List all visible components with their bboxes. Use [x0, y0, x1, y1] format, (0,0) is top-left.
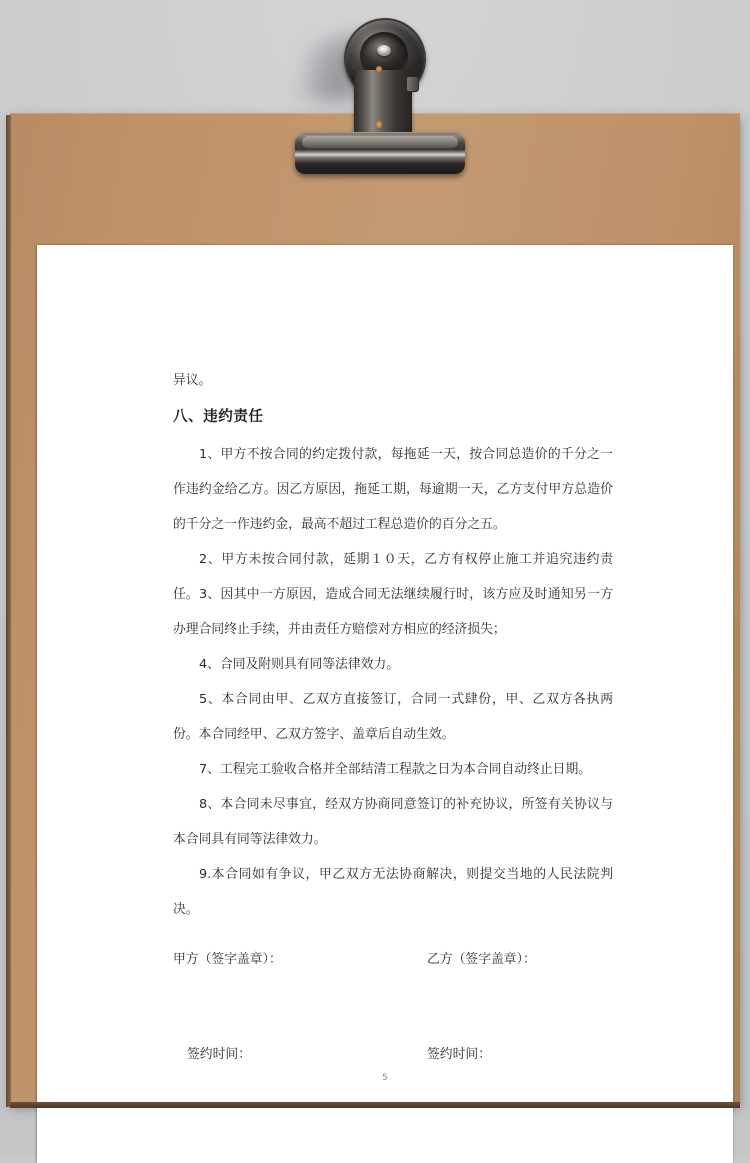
clause-8-text: 8、本合同未尽事宜，经双方协商同意签订的补充协议，所签有关协议与本合同具有同等法律效力。 — [173, 797, 613, 847]
clip-side-lug — [406, 76, 419, 92]
clause-1 — [173, 437, 613, 542]
party-a-date-label: 签约时间： — [187, 1047, 251, 1062]
document-page — [37, 245, 733, 1163]
party-a-signature-label: 甲方（签字盖章）： — [173, 952, 282, 967]
party-b-date-label: 签约时间： — [427, 1047, 491, 1062]
clause-1-text: 1、甲方不按合同的约定拨付款，每拖延一天，按合同总造价的千分之一作违约金给乙方。因乙方原因，拖延工期，每逾期一天，乙方支付甲方总造价的千分之一作违约金，最高不超过工程总造价的百分之五。 — [173, 447, 613, 532]
clause-7-text: 7、工程完工验收合格并全部结清工程款之日为本合同自动终止日期。 — [199, 762, 592, 777]
clause-4-text: 4、合同及附则具有同等法律效力。 — [199, 657, 400, 672]
clause-2-text: 2、甲方未按合同付款，延期１０天，乙方有权停止施工并追究违约责任。 — [173, 552, 613, 602]
clause-5-text: 5、本合同由甲、乙双方直接签订，合同一式肆份，甲、乙双方各执两份。本合同经甲、乙双方签字、盖章后自动生效。 — [173, 692, 613, 742]
bulldog-clip — [290, 18, 470, 176]
clip-upper-rivet — [376, 66, 382, 72]
clause-9-text: 9.本合同如有争议，甲乙双方无法协商解决，则提交当地的人民法院判决。 — [173, 867, 613, 917]
page-number: 5 — [382, 1073, 388, 1083]
clause-3 — [173, 577, 613, 647]
clipboard-board — [10, 113, 740, 1103]
section-heading-8: 八、违约责任 — [173, 409, 264, 425]
clip-bar-highlight — [302, 136, 458, 148]
clause-7 — [173, 752, 613, 787]
clip-center-hole — [377, 45, 391, 56]
clause-3-text: 3、因其中一方原因，造成合同无法继续履行时，该方应及时通知另一方办理合同终止手续，并由责任方赔偿对方相应的经济损失； — [173, 587, 613, 637]
clip-lower-rivet — [376, 121, 382, 128]
document-body — [37, 245, 733, 1163]
clause-5 — [173, 682, 613, 752]
clause-4 — [173, 647, 613, 682]
lead-paragraph: 异议。 — [173, 373, 212, 388]
clause-8 — [173, 787, 613, 857]
clause-9 — [173, 857, 613, 927]
party-b-signature-label: 乙方（签字盖章）： — [427, 952, 536, 967]
